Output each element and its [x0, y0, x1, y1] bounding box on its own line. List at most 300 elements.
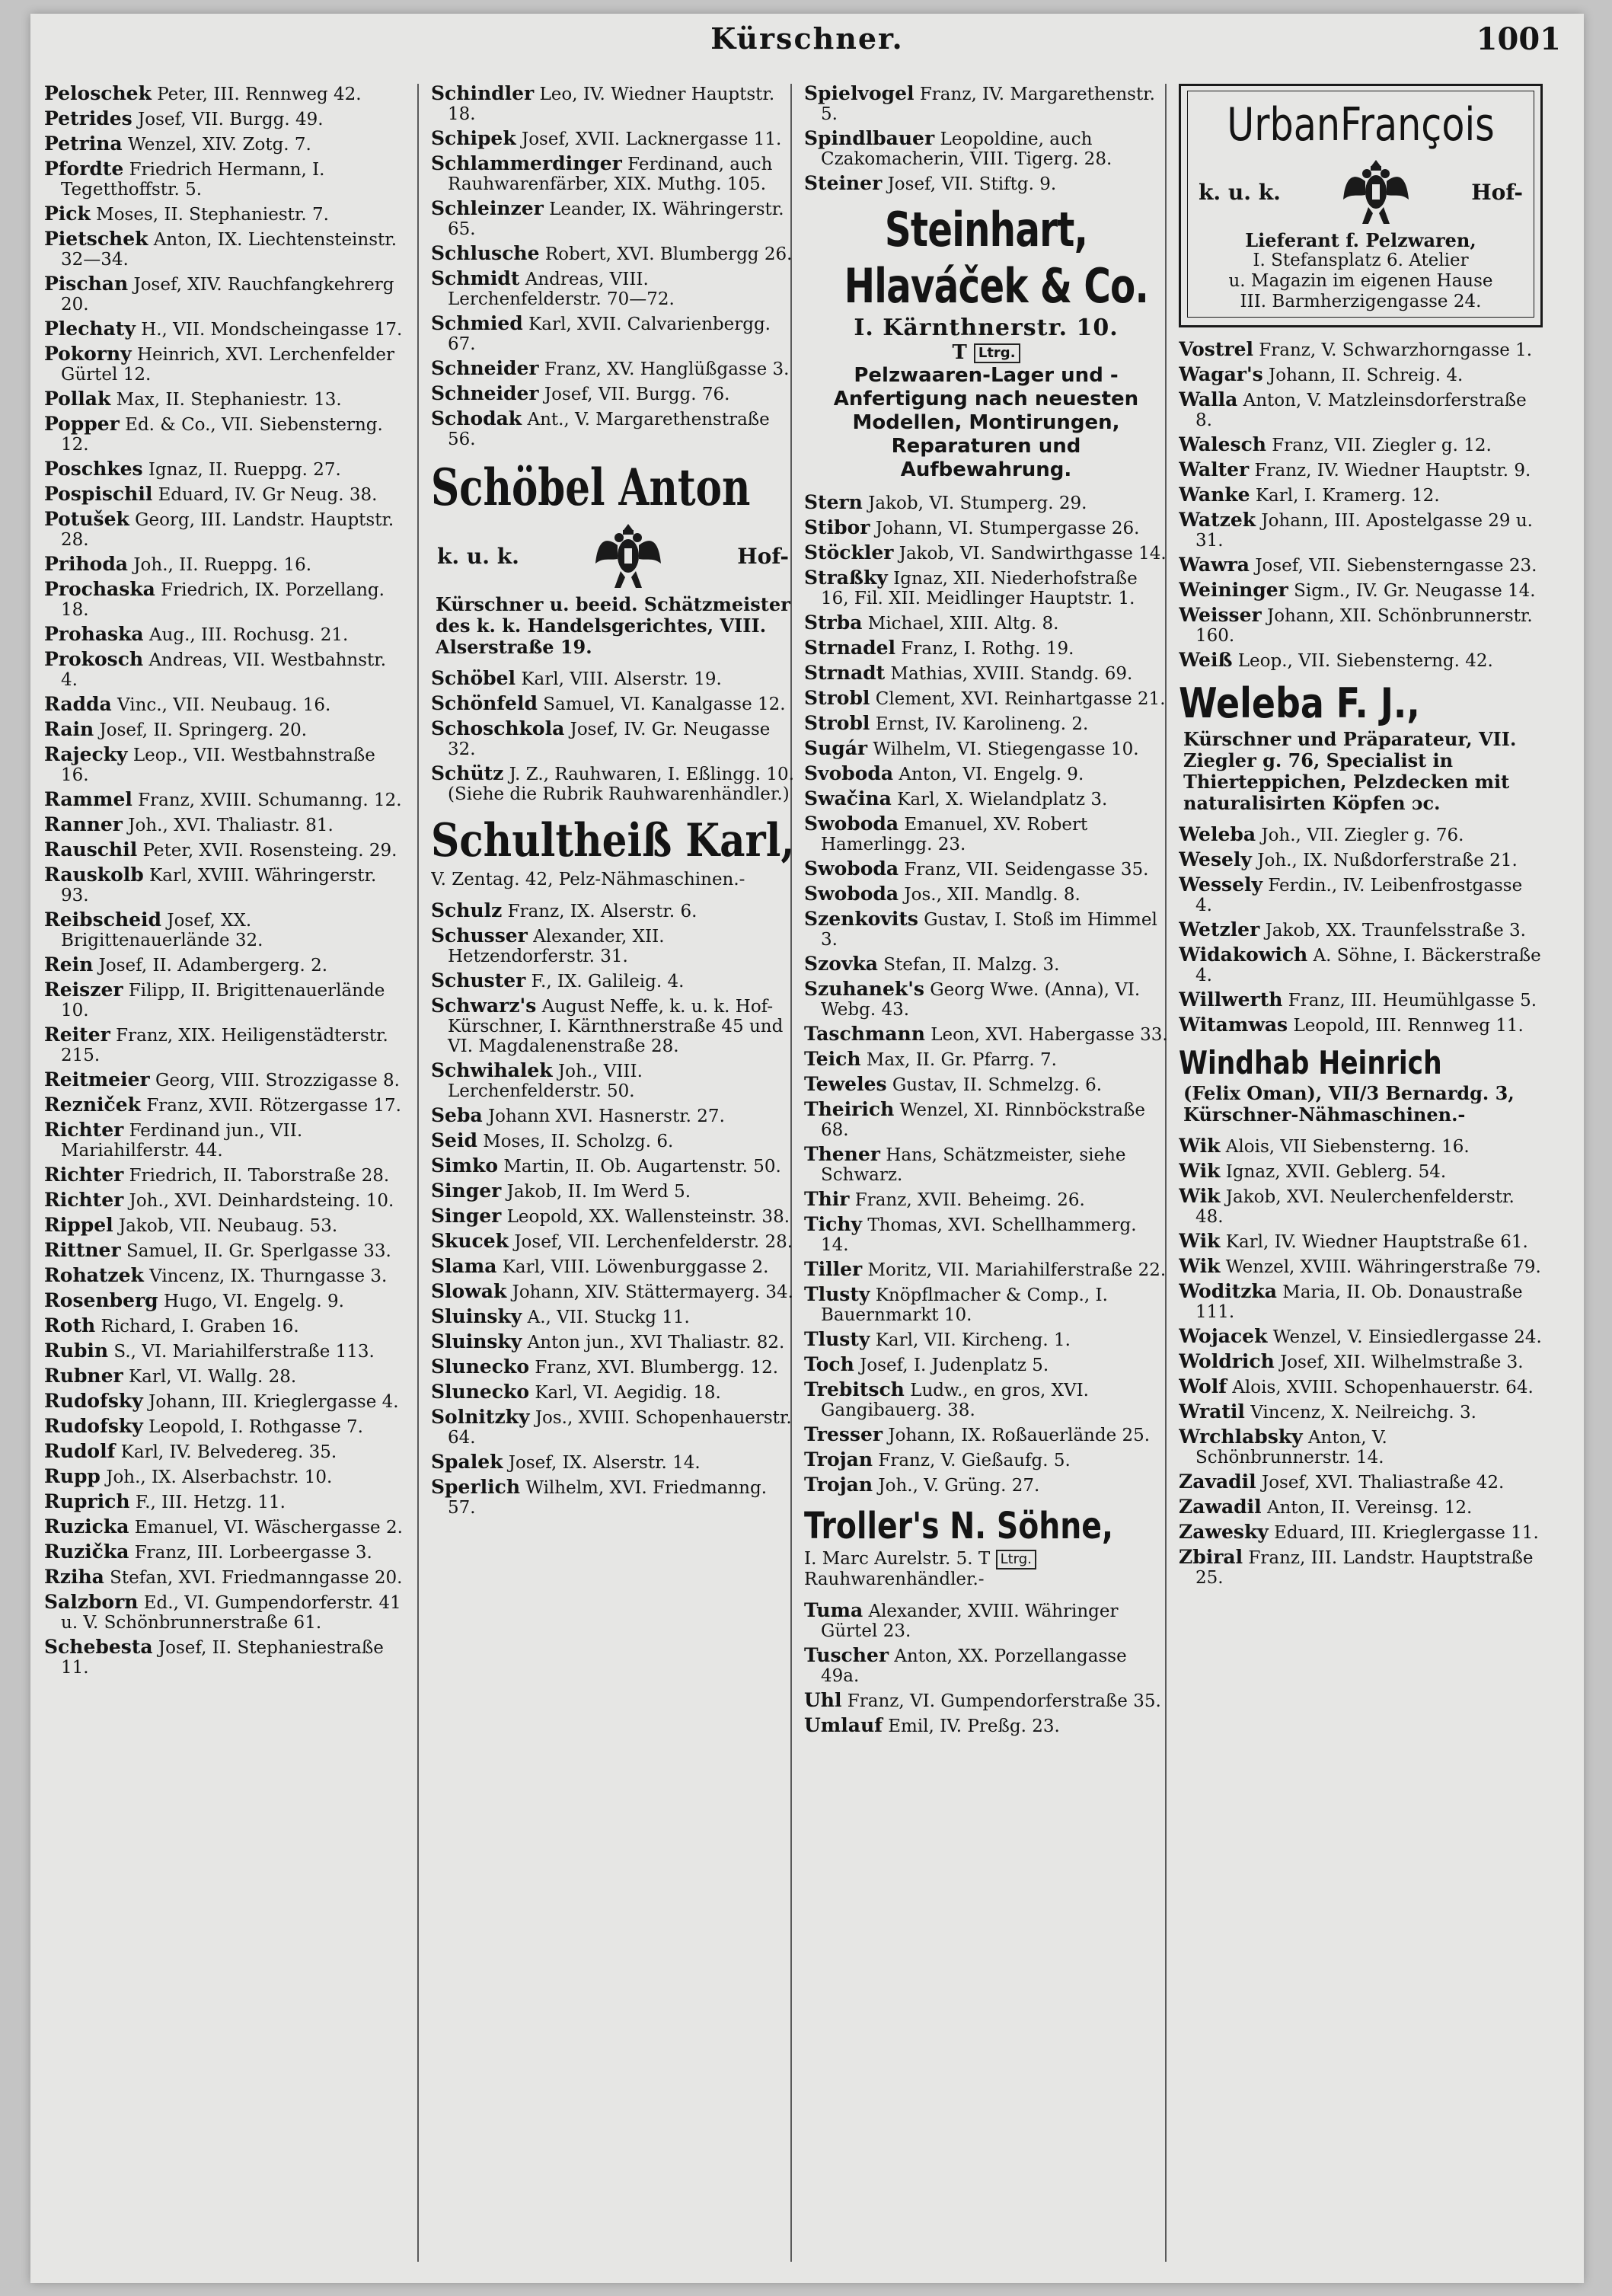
- ad-text: V. Zentag. 42, Pelz-Nähmaschinen.-: [431, 870, 745, 889]
- directory-entry: [804, 714, 1168, 734]
- entry-name: Pischan: [44, 273, 129, 295]
- entry-name: Szenkovits: [804, 908, 918, 930]
- entry-name: Schönfeld: [431, 692, 538, 714]
- entry-name: Tuma: [804, 1599, 863, 1621]
- entry-details: Franz, IX. Alserstr. 6.: [507, 902, 697, 921]
- entry-name: Rupp: [44, 1465, 101, 1487]
- entry-name: Tiller: [804, 1258, 863, 1280]
- entry-details: Leopold, XX. Wallensteinstr. 38.: [506, 1207, 790, 1227]
- ad-lines: [1192, 230, 1529, 312]
- entry-name: Sluinsky: [431, 1330, 522, 1352]
- entry-details: Stefan, XVI. Friedmanngasse 20.: [110, 1568, 403, 1588]
- entry-details: Eduard, III. Krieglergasse 11.: [1274, 1523, 1539, 1543]
- entry-list: [431, 669, 795, 804]
- entry-name: Rubin: [44, 1340, 109, 1362]
- entry-details: Joh., VIII. Lerchenfelderstr. 50.: [448, 1062, 643, 1101]
- entry-details: A. Söhne, I. Bäckerstraße 4.: [1195, 946, 1541, 985]
- entry-details: Alexander, XVIII. Währinger Gürtel 23.: [821, 1601, 1119, 1641]
- entry-name: Slunecko: [431, 1356, 530, 1378]
- ad-title: Schöbel Anton: [431, 458, 751, 517]
- entry-name: Stern: [804, 491, 863, 513]
- entry-details: Emil, IV. Preßg. 23.: [888, 1716, 1060, 1736]
- entry-details: Andreas, VII. Westbahnstr. 4.: [61, 650, 387, 690]
- entry-details: Ferdinand, auch Rauhwarenfärber, XIX. Muthg. 105.: [448, 155, 773, 194]
- directory-entry: [804, 1475, 1168, 1496]
- directory-entry: [431, 1452, 795, 1473]
- entry-details: Ernst, IV. Karolineng. 2.: [875, 714, 1089, 734]
- directory-entry: [431, 129, 795, 149]
- entry-details: Friedrich, II. Taborstraße 28.: [129, 1166, 390, 1186]
- directory-entry: [804, 884, 1168, 905]
- directory-page: [30, 14, 1584, 2283]
- entry-name: Reiszer: [44, 979, 123, 1001]
- entry-name: Teich: [804, 1048, 861, 1070]
- directory-entry: [44, 1542, 408, 1563]
- tel-box: Ltrg.: [996, 1550, 1036, 1570]
- entry-details: Robert, XVI. Blumbergg 26.: [544, 244, 793, 264]
- directory-entry: [804, 814, 1168, 854]
- entry-details: Alexander, XII. Hetzendorferstr. 31.: [448, 927, 665, 966]
- entry-details: Josef, I. Judenplatz 5.: [860, 1356, 1049, 1375]
- entry-name: Rittner: [44, 1239, 121, 1261]
- directory-entry: [1179, 1257, 1543, 1277]
- entry-name: Wik: [1179, 1230, 1221, 1252]
- entry-name: Schodak: [431, 407, 522, 430]
- directory-entry: [1179, 1231, 1543, 1252]
- entry-name: Woldrich: [1179, 1350, 1275, 1372]
- directory-entry: [44, 134, 408, 155]
- entry-details: Franz, V. Gießaufg. 5.: [878, 1451, 1071, 1471]
- entry-name: Seid: [431, 1129, 477, 1151]
- entry-details: Johann, XII. Schönbrunnerstr. 160.: [1195, 606, 1533, 646]
- entry-name: Schwarz's: [431, 995, 537, 1017]
- entry-list: [1179, 340, 1543, 671]
- entry-details: Karl, XVIII. Währingerstr. 93.: [61, 866, 377, 905]
- entry-details: Karl, I. Kramerg. 12.: [1255, 486, 1440, 506]
- directory-entry: [44, 1517, 408, 1538]
- entry-details: Leander, IX. Währingerstr. 65.: [448, 200, 784, 239]
- entry-details: Emanuel, VI. Wäschergasse 2.: [134, 1518, 403, 1538]
- directory-entry: [44, 1391, 408, 1412]
- entry-name: Walter: [1179, 458, 1250, 481]
- directory-entry: [431, 1181, 795, 1202]
- entry-name: Trojan: [804, 1474, 873, 1496]
- entry-name: Wesely: [1179, 848, 1252, 870]
- directory-entry: [44, 109, 408, 129]
- entry-list: [1179, 825, 1543, 1036]
- entry-details: Wenzel, XIV. Zotg. 7.: [127, 135, 311, 155]
- entry-name: Strnadel: [804, 637, 896, 659]
- entry-name: Prohaska: [44, 623, 144, 645]
- ad-text: [804, 1549, 1168, 1590]
- page-title: Kürschner.: [710, 21, 904, 56]
- entry-name: Schöbel: [431, 667, 516, 689]
- advertisement-urban: [1179, 84, 1543, 327]
- entry-name: Richter: [44, 1119, 124, 1141]
- entry-name: Singer: [431, 1205, 502, 1227]
- directory-entry: [431, 901, 795, 921]
- directory-entry: [804, 663, 1168, 684]
- entry-details: Eduard, IV. Gr Neug. 38.: [158, 485, 378, 505]
- directory-entry: [804, 1646, 1168, 1686]
- ad-address: I. Kärnthnerstr. 10.: [854, 315, 1119, 341]
- ad-title: Schultheiß Karl,: [431, 814, 795, 867]
- directory-entry: [804, 613, 1168, 634]
- entry-name: Schwihalek: [431, 1059, 553, 1081]
- entry-details: Leop., VII. Westbahnstraße 16.: [61, 746, 375, 785]
- directory-entry: [804, 568, 1168, 608]
- directory-entry: [804, 1145, 1168, 1185]
- directory-entry: [431, 359, 795, 379]
- entry-name: Reibscheid: [44, 909, 162, 931]
- double-eagle-icon: [594, 518, 662, 594]
- entry-list: [804, 493, 1168, 1496]
- directory-entry: [44, 580, 408, 620]
- entry-name: Ruzicka: [44, 1515, 129, 1538]
- entry-name: Radda: [44, 693, 112, 715]
- entry-name: Vostrel: [1179, 338, 1253, 360]
- entry-details: Sigm., IV. Gr. Neugasse 14.: [1294, 581, 1536, 601]
- entry-details: Vincenz, X. Neilreichg. 3.: [1250, 1403, 1476, 1423]
- directory-entry: [1179, 1522, 1543, 1543]
- directory-entry: [1179, 920, 1543, 940]
- entry-name: Wojacek: [1179, 1325, 1268, 1347]
- ad-title: UrbanFrançois: [1227, 98, 1495, 152]
- double-eagle-icon: [1342, 154, 1410, 230]
- entry-name: Taschmann: [804, 1023, 925, 1045]
- entry-name: Rezniček: [44, 1094, 142, 1116]
- entry-details: S., VI. Mariahilferstraße 113.: [113, 1342, 375, 1362]
- entry-name: Pollak: [44, 388, 111, 410]
- directory-entry: [431, 1407, 795, 1448]
- entry-details: Franz, VI. Gumpendorferstraße 35.: [847, 1691, 1161, 1711]
- directory-entry: [804, 1190, 1168, 1210]
- entry-details: Franz, XIX. Heiligenstädterstr. 215.: [61, 1026, 388, 1065]
- entry-name: Tlusty: [804, 1328, 870, 1350]
- directory-entry: [431, 84, 795, 124]
- advertisement-schultheiss: [431, 812, 795, 890]
- directory-entry: [431, 1231, 795, 1252]
- entry-name: Slunecko: [431, 1381, 530, 1403]
- directory-entry: [44, 695, 408, 715]
- kuk-row: [1192, 154, 1529, 230]
- entry-details: Moses, II. Scholzg. 6.: [483, 1132, 674, 1151]
- directory-entry: [804, 1215, 1168, 1255]
- entry-name: Slowak: [431, 1280, 507, 1302]
- hof-label: Hof-: [737, 543, 789, 569]
- entry-name: Seba: [431, 1104, 483, 1126]
- directory-entry: [1179, 1327, 1543, 1347]
- entry-name: Swačina: [804, 787, 892, 810]
- directory-entry: [431, 971, 795, 992]
- directory-entry: [44, 414, 408, 455]
- entry-details: Jakob, XVI. Neulerchenfelderstr. 48.: [1195, 1187, 1515, 1227]
- entry-details: Knöpflmacher & Comp., I. Bauernmarkt 10.: [821, 1285, 1108, 1325]
- entry-details: Joh., IX. Alserbachstr. 10.: [106, 1467, 333, 1487]
- entry-details: Joh., II. Rueppg. 16.: [133, 555, 312, 575]
- directory-entry: [804, 543, 1168, 564]
- directory-entry: [431, 199, 795, 239]
- directory-entry: [1179, 1352, 1543, 1372]
- ad-line: u. Magazin im eigenen Hause: [1228, 271, 1493, 291]
- directory-entry: [44, 84, 408, 104]
- ad-address: I. Marc Aurelstr. 5. T: [804, 1549, 991, 1569]
- tel-box: Ltrg.: [974, 343, 1020, 363]
- entry-name: Umlauf: [804, 1714, 883, 1736]
- entry-details: Johann, III. Krieglergasse 4.: [148, 1392, 399, 1412]
- directory-entry: [804, 1601, 1168, 1641]
- entry-name: Rosenberg: [44, 1289, 158, 1311]
- entry-name: Pietschek: [44, 228, 148, 250]
- directory-entry: [804, 859, 1168, 880]
- directory-entry: [44, 865, 408, 905]
- entry-name: Spalek: [431, 1451, 503, 1473]
- ad-line: III. Barmherzigengasse 24.: [1240, 292, 1482, 311]
- entry-name: Szovka: [804, 953, 878, 975]
- entry-name: Wrchlabsky: [1179, 1426, 1303, 1448]
- entry-details: Max, II. Gr. Pfarrg. 7.: [866, 1050, 1057, 1070]
- entry-name: Richter: [44, 1189, 124, 1211]
- entry-details: Jos., XVIII. Schopenhauerstr. 64.: [448, 1408, 792, 1448]
- entry-details: Josef, XVI. Thaliastraße 42.: [1261, 1473, 1505, 1493]
- column-1: [44, 84, 408, 2269]
- directory-entry: [1179, 340, 1543, 360]
- directory-entry: [804, 739, 1168, 759]
- entry-name: Richter: [44, 1164, 124, 1186]
- entry-name: Rain: [44, 718, 94, 740]
- directory-entry: [431, 269, 795, 309]
- column-divider: [417, 84, 419, 2262]
- directory-entry: [1179, 580, 1543, 601]
- entry-details: Johann XVI. Hasnerstr. 27.: [487, 1106, 725, 1126]
- entry-details: Wilhelm, VI. Stiegengasse 10.: [873, 739, 1139, 759]
- entry-name: Pokorny: [44, 343, 132, 365]
- entry-name: Walesch: [1179, 433, 1266, 455]
- entry-name: Pfordte: [44, 158, 124, 180]
- entry-name: Trojan: [804, 1448, 873, 1471]
- entry-details: Martin, II. Ob. Augartenstr. 50.: [503, 1157, 781, 1177]
- entry-details: Samuel, II. Gr. Sperlgasse 33.: [126, 1241, 391, 1261]
- entry-details: Josef, XII. Wilhelmstraße 3.: [1280, 1352, 1524, 1372]
- directory-entry: [44, 624, 408, 645]
- directory-entry: [1179, 390, 1543, 430]
- entry-details: Wenzel, XVIII. Währingerstraße 79.: [1225, 1257, 1541, 1277]
- entry-name: Prochaska: [44, 578, 155, 600]
- entry-details: Leo, IV. Wiedner Hauptstr. 18.: [448, 85, 775, 124]
- entry-details: Karl, VII. Kircheng. 1.: [875, 1330, 1071, 1350]
- directory-entry: [1179, 1015, 1543, 1036]
- ad-title: Troller's N. Söhne,: [804, 1505, 1113, 1547]
- directory-entry: [804, 688, 1168, 709]
- directory-entry: [1179, 990, 1543, 1011]
- entry-name: Walla: [1179, 388, 1238, 410]
- entry-name: Slama: [431, 1255, 497, 1277]
- entry-name: Uhl: [804, 1689, 842, 1711]
- entry-name: Strobl: [804, 712, 870, 734]
- ad-title: Weleba F. J.,: [1179, 679, 1420, 727]
- directory-entry: [804, 174, 1168, 194]
- directory-entry: [804, 1380, 1168, 1420]
- entry-details: Josef, VII. Burgg. 49.: [138, 110, 324, 129]
- entry-details: Franz, I. Rothg. 19.: [901, 639, 1074, 659]
- entry-details: Josef, IX. Alserstr. 14.: [508, 1453, 701, 1473]
- entry-name: Strnadt: [804, 662, 886, 684]
- ad-trade: Rauhwarenhändler.-: [804, 1570, 985, 1589]
- directory-entry: [431, 1307, 795, 1327]
- entry-details: Josef, II. Stephaniestraße 11.: [61, 1638, 384, 1678]
- directory-entry: [804, 1425, 1168, 1445]
- directory-entry: [431, 1156, 795, 1177]
- entry-details: Stefan, II. Malzg. 3.: [883, 955, 1060, 975]
- entry-details: Anton jun., XVI Thaliastr. 82.: [527, 1333, 785, 1352]
- entry-details: Johann, IX. Roßauerlände 25.: [888, 1426, 1151, 1445]
- directory-entry: [804, 1355, 1168, 1375]
- entry-details: Ed. & Co., VII. Siebensterng. 12.: [61, 415, 383, 455]
- directory-entry: [804, 638, 1168, 659]
- ad-line: Lieferant f. Pelzwaren,: [1245, 229, 1476, 251]
- entry-details: Johann, III. Apostelgasse 29 u. 31.: [1195, 511, 1533, 551]
- entry-name: Straßky: [804, 567, 888, 589]
- entry-name: Weisser: [1179, 604, 1262, 626]
- entry-details: Jakob, VII. Neubaug. 53.: [118, 1216, 338, 1236]
- directory-entry: [1179, 875, 1543, 915]
- entry-name: Schindler: [431, 84, 535, 104]
- directory-entry: [1179, 1427, 1543, 1467]
- entry-name: Teweles: [804, 1073, 887, 1095]
- entry-name: Schusser: [431, 924, 528, 947]
- entry-details: Samuel, VI. Kanalgasse 12.: [543, 695, 786, 714]
- directory-entry: [1179, 1136, 1543, 1157]
- column-3: [804, 84, 1168, 2269]
- directory-entry: [1179, 460, 1543, 481]
- entry-details: Anton, VI. Engelg. 9.: [899, 765, 1084, 784]
- entry-name: Rohatzek: [44, 1264, 144, 1286]
- entry-details: Karl, VIII. Alserstr. 19.: [521, 669, 722, 689]
- entry-details: Moses, II. Stephaniestr. 7.: [96, 205, 329, 225]
- entry-name: Wolf: [1179, 1375, 1227, 1397]
- entry-details: Clement, XVI. Reinhartgasse 21.: [875, 689, 1166, 709]
- entry-name: Schleinzer: [431, 197, 544, 219]
- entry-details: Leop., VII. Siebensterng. 42.: [1237, 651, 1493, 671]
- entry-details: Ludw., en gros, XVI. Gangibauerg. 38.: [821, 1381, 1089, 1420]
- entry-details: Josef, VII. Siebensterngasse 23.: [1255, 556, 1537, 576]
- entry-details: Ferdin., IV. Leibenfrostgasse 4.: [1195, 876, 1523, 915]
- entry-details: Gustav, II. Schmelzg. 6.: [892, 1075, 1103, 1095]
- directory-entry: [431, 926, 795, 966]
- entry-details: Thomas, XVI. Schellhammerg. 14.: [821, 1215, 1137, 1255]
- directory-entry: [1179, 850, 1543, 870]
- entry-name: Ranner: [44, 813, 123, 835]
- directory-entry: [44, 745, 408, 785]
- entry-details: Joh., XVI. Deinhardsteing. 10.: [129, 1191, 394, 1211]
- entry-name: Schebesta: [44, 1636, 153, 1658]
- entry-details: Ed., VI. Gumpendorferstr. 41 u. V. Schönbrunnerstraße 61.: [61, 1593, 401, 1633]
- entry-details: Michael, XIII. Altg. 8.: [867, 614, 1059, 634]
- directory-entry: [44, 1095, 408, 1116]
- directory-entry: [44, 910, 408, 950]
- ad-text: Kürschner u. beeid. Schätzmeister des k. k. Handelsgerichtes, VIII. Alserstraße 19.: [436, 593, 790, 658]
- directory-entry: [804, 954, 1168, 975]
- directory-entry: [804, 1075, 1168, 1095]
- directory-entry: [431, 1061, 795, 1101]
- directory-entry: [804, 1716, 1168, 1736]
- entry-name: Ruzička: [44, 1541, 129, 1563]
- entry-details: Josef, IV. Gr. Neugasse 32.: [448, 720, 771, 759]
- directory-entry: [44, 1592, 408, 1633]
- directory-entry: [431, 244, 795, 264]
- entry-name: Singer: [431, 1180, 502, 1202]
- directory-entry: [804, 909, 1168, 950]
- ad-box-inner: [1187, 91, 1534, 318]
- entry-name: Szuhanek's: [804, 978, 924, 1000]
- entry-name: Schmidt: [431, 267, 520, 289]
- entry-name: Witamwas: [1179, 1014, 1288, 1036]
- entry-details: Maria, II. Ob. Donaustraße 111.: [1195, 1282, 1523, 1322]
- entry-name: Prokosch: [44, 648, 144, 670]
- entry-details: Franz, III. Landstr. Hauptstraße 25.: [1195, 1548, 1534, 1588]
- entry-details: Franz, VII. Ziegler g. 12.: [1272, 436, 1492, 455]
- entry-details: August Neffe, k. u. k. Hof-Kürschner, I. Kärnthnerstraße 45 und VI. Magdalenenstraße 28.: [448, 997, 784, 1056]
- directory-entry: [431, 669, 795, 689]
- directory-entry: [44, 204, 408, 225]
- page-number: 1001: [1476, 21, 1561, 57]
- directory-entry: [44, 1165, 408, 1186]
- entry-name: Schütz: [431, 762, 504, 784]
- entry-details: Gustav, I. Stoß im Himmel 3.: [821, 910, 1157, 950]
- directory-entry: [804, 1024, 1168, 1045]
- entry-name: Willwerth: [1179, 988, 1283, 1011]
- entry-details: Joh., VII. Ziegler g. 76.: [1261, 825, 1464, 845]
- ad-text: (Felix Oman), VII/3 Bernardg. 3, Kürschner-Nähmaschinen.-: [1183, 1082, 1515, 1126]
- directory-entry: [1179, 510, 1543, 551]
- entry-name: Schulz: [431, 899, 503, 921]
- entry-name: Spielvogel: [804, 84, 915, 104]
- directory-entry: [804, 1260, 1168, 1280]
- entry-details: Joh., XVI. Thaliastr. 81.: [128, 816, 334, 835]
- entry-details: Max, II. Stephaniestr. 13.: [116, 390, 342, 410]
- directory-entry: [431, 1106, 795, 1126]
- entry-name: Ruprich: [44, 1490, 130, 1512]
- entry-details: Franz, III. Heumühlgasse 5.: [1288, 991, 1537, 1011]
- entry-details: Anton, IX. Liechtensteinstr. 32—34.: [61, 230, 397, 270]
- entry-name: Steiner: [804, 172, 883, 194]
- entry-name: Rippel: [44, 1214, 113, 1236]
- directory-entry: [44, 459, 408, 480]
- entry-name: Thener: [804, 1143, 880, 1165]
- directory-entry: [44, 815, 408, 835]
- entry-details: Franz, VII. Seidengasse 35.: [904, 860, 1149, 880]
- entry-name: Tuscher: [804, 1644, 889, 1666]
- entry-details: J. Z., Rauhwaren, I. Eßlingg. 10. (Siehe die Rubrik Rauhwarenhändler.): [448, 765, 794, 804]
- entry-details: Josef, XVII. Lacknergasse 11.: [521, 129, 782, 149]
- ad-title-2: Hlaváček & Co.: [844, 258, 1149, 314]
- directory-entry: [804, 979, 1168, 1020]
- entry-name: Widakowich: [1179, 944, 1308, 966]
- entry-name: Rein: [44, 953, 94, 976]
- entry-details: Anton, XX. Porzellangasse 49a.: [821, 1646, 1127, 1686]
- directory-entry: [44, 1025, 408, 1065]
- page-header: [30, 14, 1584, 75]
- entry-details: Heinrich, XVI. Lerchenfelder Gürtel 12.: [61, 345, 395, 385]
- entry-details: Alois, VII Siebensterng. 16.: [1225, 1137, 1470, 1157]
- ad-title: Steinhart,: [884, 202, 1088, 257]
- entry-details: Wenzel, V. Einsiedlergasse 24.: [1272, 1327, 1542, 1347]
- ad-title: Windhab Heinrich: [1179, 1044, 1442, 1081]
- entry-details: Moritz, VII. Mariahilferstraße 22.: [867, 1260, 1167, 1280]
- entry-name: Zawesky: [1179, 1521, 1269, 1543]
- entry-details: A., VII. Stuckg 11.: [527, 1308, 690, 1327]
- entry-name: Pospischil: [44, 483, 153, 505]
